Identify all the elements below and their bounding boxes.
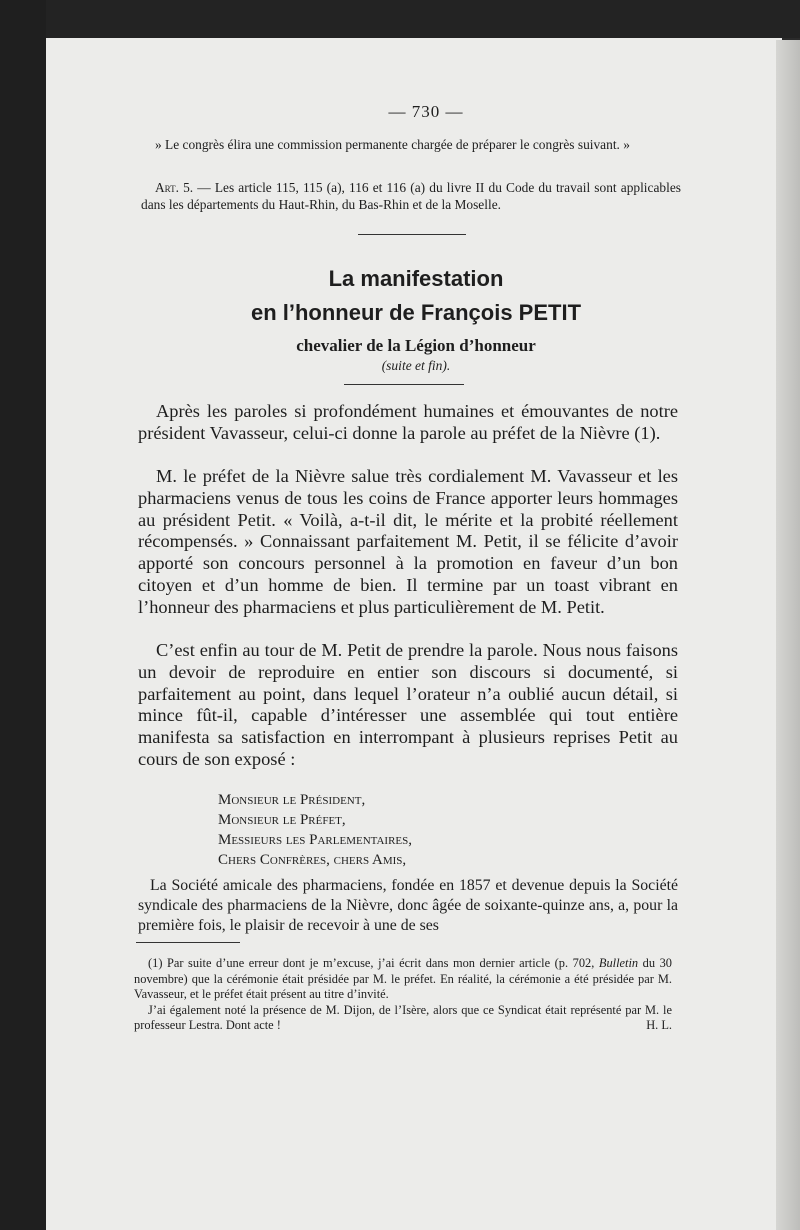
article-subtitle: chevalier de la Légion d’honneur <box>296 336 536 355</box>
body-paragraph-3: C’est enfin au tour de M. Petit de prendre la parole. Nous nous faisons un devoir de reproduire en entier son discours si documenté, si parfaitement au point, dans lequel l’orateur n’a oublié aucun détail, si mince fût-il, capable d’intéresser une assemblée qui tout entière manifesta sa satisfaction en interrompant à plusieurs reprises Petit au cours de son exposé : <box>138 640 678 769</box>
footnote-signature: H. L. <box>646 1018 672 1032</box>
footnote-2-text: J’ai également noté la présence de M. Dijon, de l’Isère, alors que ce Syndicat était représenté par M. le professeur Lestra. Dont acte ! <box>134 1002 672 1032</box>
salutation-line: Messieurs les Parlementaires, <box>218 832 413 848</box>
page-content <box>46 38 782 1230</box>
salutation-line: Monsieur le Président, <box>218 792 366 808</box>
scan-background-left <box>0 0 46 1230</box>
article-label: Art. 5. <box>155 180 194 195</box>
document-page <box>46 38 782 1230</box>
footnote-1-text-b: du 30 novembre) que la cérémonie était présidée par M. le préfet. En réalité, la cérémonie a été présidée par M. Vavasseur, et le préfet était présent au titre d’invité. <box>134 956 672 1001</box>
footnotes <box>134 956 672 1034</box>
speech-paragraph-1: La Société amicale des pharmaciens, fondée en 1857 et devenue depuis la Société syndicale des pharmaciens de la Nièvre, donc âgée de soixante-quinze ans, a, pour la première fois, le plaisir de recevoir à une de ses <box>138 877 678 934</box>
scan-background-top <box>0 0 800 38</box>
footnote-1-italic: Bulletin <box>598 956 639 970</box>
salutation-line: Monsieur le Préfet, <box>218 812 346 828</box>
salutation-line: Chers Confrères, chers Amis, <box>218 852 407 868</box>
footnote-1 <box>134 956 672 1003</box>
article-continuation-note: (suite et fin). <box>381 358 451 373</box>
page-number: — 730 — <box>388 102 464 121</box>
title-divider <box>344 384 464 385</box>
footnote-divider <box>136 942 240 943</box>
speech-salutations <box>218 790 412 870</box>
article-title-line-2: en l’honneur de François PETIT <box>250 300 582 325</box>
preamble-congres-paragraph: » Le congrès élira une commission permanente chargée de préparer le congrès suivant. » <box>155 137 630 152</box>
footnote-1-text-a: (1) Par suite d’une erreur dont je m’excuse, j’ai écrit dans mon dernier article (p. 702, <box>148 956 599 970</box>
preamble-article-paragraph <box>141 179 681 213</box>
section-divider <box>358 234 466 235</box>
footnote-2 <box>134 1003 672 1034</box>
article-text: — Les article 115, 115 (a), 116 et 116 (a) du livre II du Code du travail sont applicables dans les départements du Haut-Rhin, du Bas-Rhin et de la Moselle. <box>141 180 681 212</box>
article-title-line-1: La manifestation <box>328 266 504 291</box>
body-paragraph-1: Après les paroles si profondément humaines et émouvantes de notre président Vavasseur, celui-ci donne la parole au préfet de la Nièvre (1). <box>138 401 678 443</box>
page-edge <box>776 40 800 1230</box>
body-paragraph-2: M. le préfet de la Nièvre salue très cordialement M. Vavasseur et les pharmaciens venus de tous les coins de France apporter leurs hommages au président Petit. « Voilà, a-t-il dit, le mérite et la probité réellement récompensés. » Connaissant parfaitement M. Petit, il se félicite d’avoir apporté son concours personnel à la promotion en faveur d’un bon citoyen et d’un homme de bien. Il termine par un toast vibrant en l’honneur des pharmaciens et plus particulièrement de M. Petit. <box>138 466 678 617</box>
